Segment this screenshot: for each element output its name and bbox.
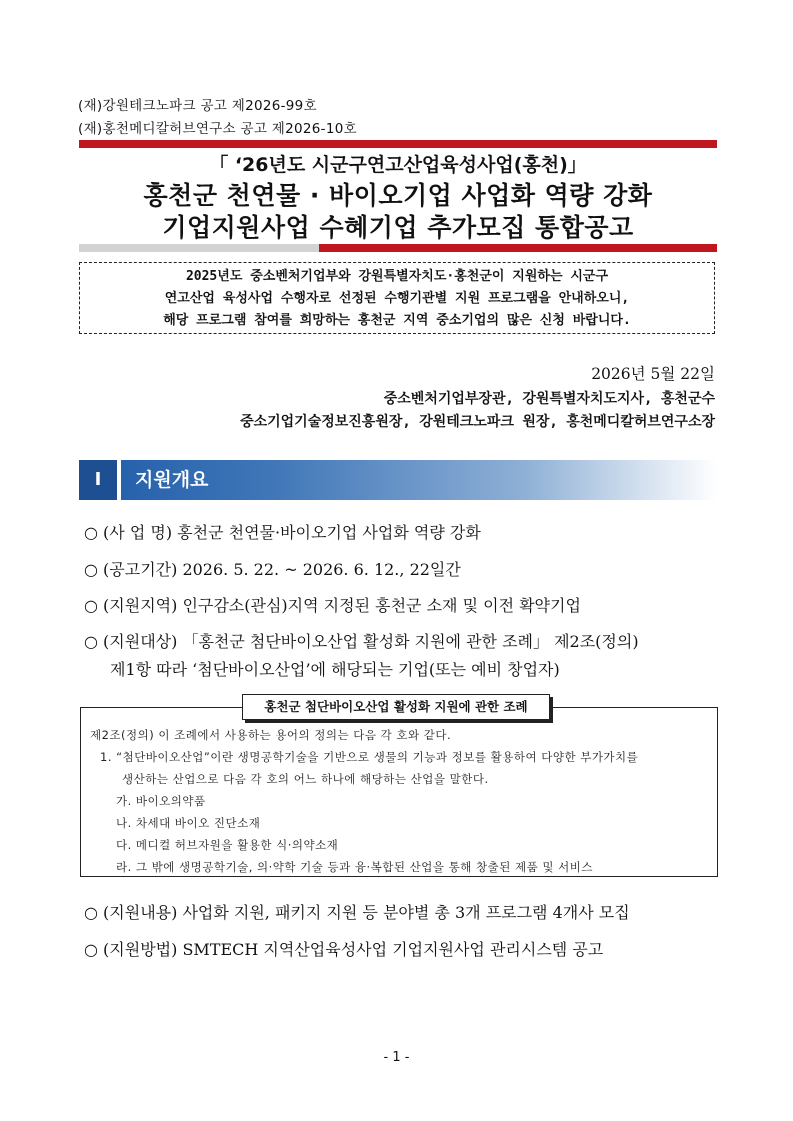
title-bottom-bar: [319, 244, 717, 252]
intro-line-1: 2025년도 중소벤처기업부와 강원특별자치도·홍천군이 지원하는 시군구: [185, 269, 609, 284]
item-period: ○ (공고기간) 2026. 5. 22. ~ 2026. 6. 12., 22일간: [84, 560, 461, 579]
ordinance-line: 나. 차세대 바이오 진단소재: [116, 816, 261, 830]
page-number: - 1 -: [383, 1050, 410, 1065]
ordinance-line: 제2조(정의) 이 조례에서 사용하는 용어의 정의는 다음 각 호와 같다.: [90, 728, 452, 742]
title-bottom-bar-shade: [79, 244, 319, 252]
ordinance-line: 1. “첨단바이오산업”이란 생명공학기술을 기반으로 생물의 기능과 정보를 활용하여 다양한 부가가치를: [100, 750, 639, 764]
section-header: [79, 460, 717, 500]
intro-line-2: 연고산업 육성사업 수행자로 선정된 수행기관별 지원 프로그램을 안내하오니,: [164, 291, 630, 306]
issuers-line-1: 중소벤처기업부장관, 강원특별자치도지사, 홍천군수: [383, 391, 715, 407]
item-region: ○ (지원지역) 인구감소(관심)지역 지정된 홍천군 소재 및 이전 확약기업: [84, 596, 581, 615]
title-main-2: 기업지원사업 수혜기업 추가모집 통합공고: [162, 213, 634, 242]
notice-number-2: (재)홍천메디칼허브연구소 공고 제2026-10호: [78, 121, 357, 137]
issuers-line-2: 중소기업기술정보진흥원장, 강원테크노파크 원장, 홍천메디칼허브연구소장: [240, 414, 715, 430]
ordinance-line: 다. 메디컬 허브자원을 활용한 식·의약소재: [116, 838, 339, 852]
item-target: ○ (지원대상) 「홍천군 첨단바이오산업 활성화 지원에 관한 조례」 제2조(정의): [84, 632, 639, 651]
section-separator: [117, 460, 121, 500]
notice-number-1: (재)강원테크노파크 공고 제2026-99호: [78, 98, 317, 114]
ordinance-line: 라. 그 밖에 생명공학기술, 의·약학 기술 등과 융·복합된 산업을 통해 창출된 제품 및 서비스: [116, 860, 593, 874]
title-main-1: 홍천군 천연물 · 바이오기업 사업화 역량 강화: [143, 181, 653, 210]
section-number: Ⅰ: [79, 460, 117, 500]
ordinance-line: 생산하는 산업으로 다음 각 호의 어느 하나에 해당하는 산업을 말한다.: [122, 772, 489, 786]
title-top-bar: [79, 140, 717, 148]
title-program: 「 ‘26년도 시군구연고산업육성사업(홍천)」: [209, 154, 587, 176]
ordinance-title: 홍천군 첨단바이오산업 활성화 지원에 관한 조례: [242, 694, 550, 720]
item-content: ○ (지원내용) 사업화 지원, 패키지 지원 등 분야별 총 3개 프로그램 4개사 모집: [84, 903, 630, 922]
section-title: 지원개요: [135, 469, 209, 491]
item-method: ○ (지원방법) SMTECH 지역산업육성사업 기업지원사업 관리시스템 공고: [84, 940, 604, 959]
notice-date: 2026년 5월 22일: [591, 365, 715, 383]
intro-box: [79, 262, 715, 334]
item-project-name: ○ (사 업 명) 홍천군 천연물·바이오기업 사업화 역량 강화: [84, 523, 481, 542]
ordinance-line: 가. 바이오의약품: [116, 794, 206, 808]
intro-line-3: 해당 프로그램 참여를 희망하는 홍천군 지역 중소기업의 많은 신청 바랍니다.: [163, 313, 631, 328]
item-target-cont: 제1항 따라 ‘첨단바이오산업’에 해당되는 기업(또는 예비 창업자): [110, 660, 560, 679]
